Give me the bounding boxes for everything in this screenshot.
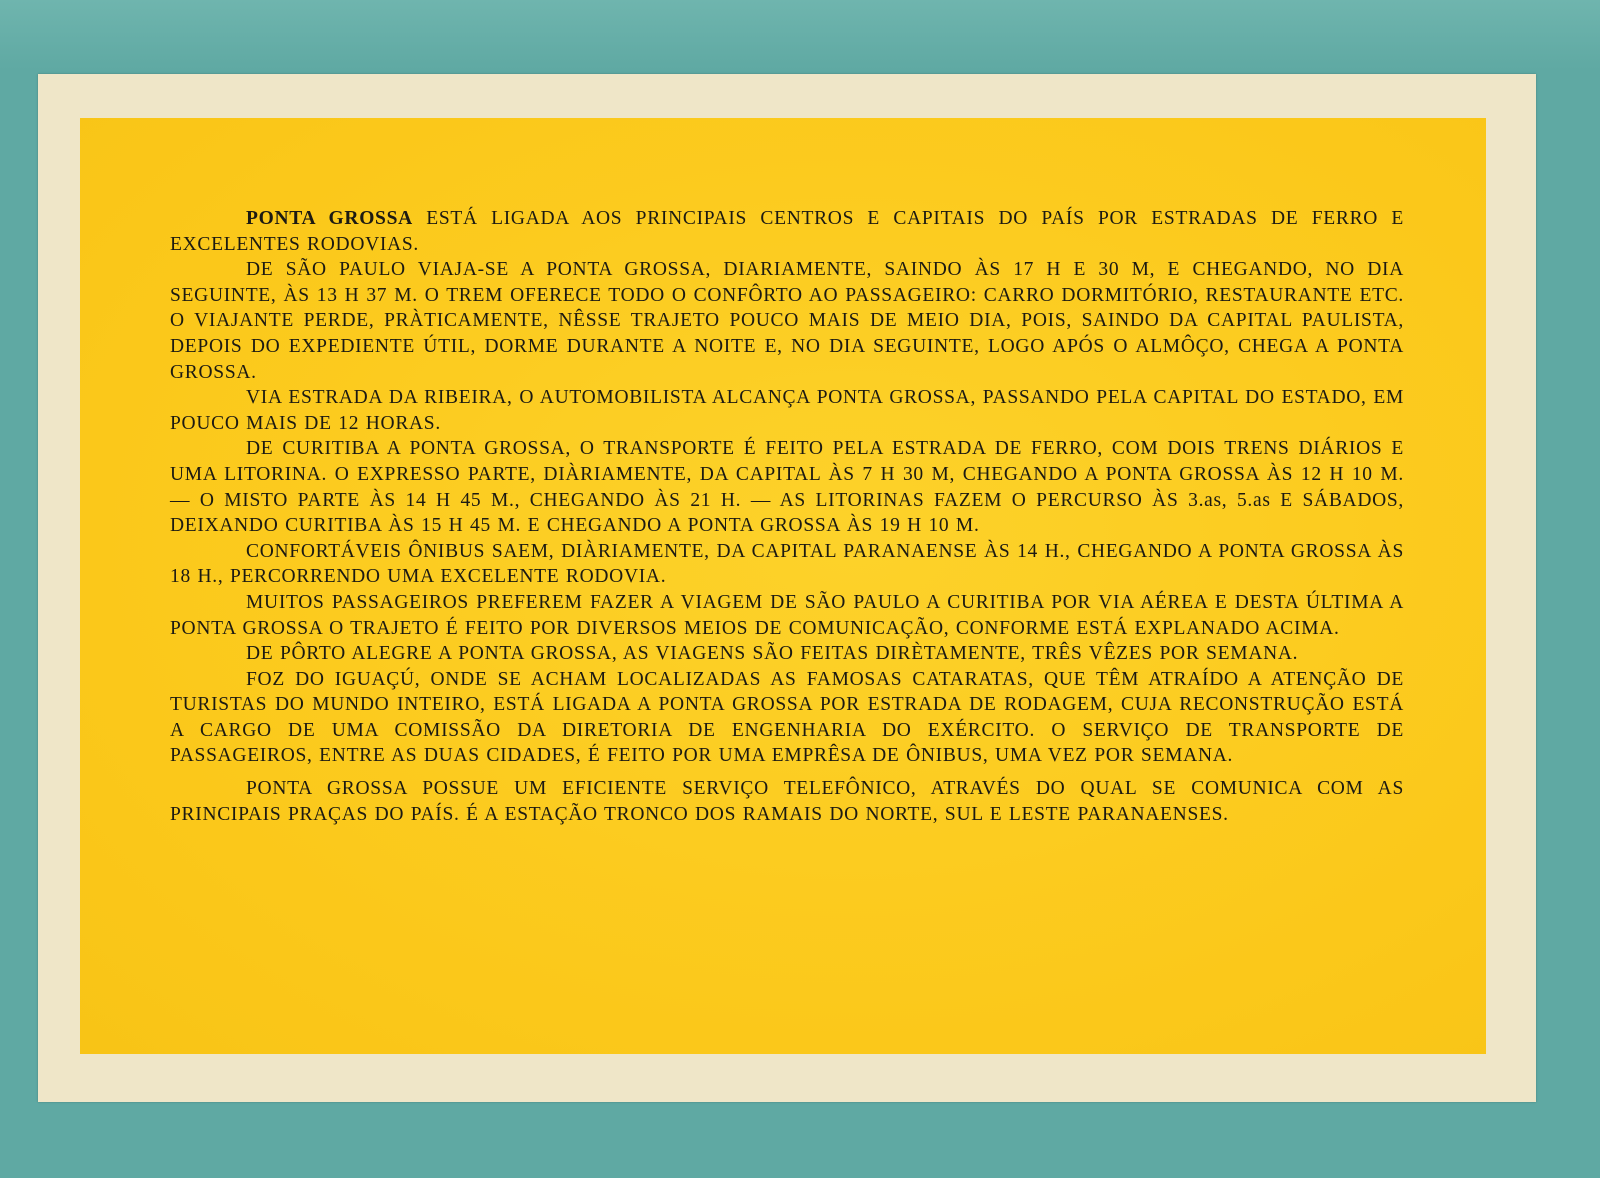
paragraph-ribeira: VIA ESTRADA DA RIBEIRA, O AUTOMOBILISTA ALCANÇA PONTA GROSSA, PASSANDO PELA CAPITAL DO ESTADO, EM POUCO MAIS DE 12 HORAS. xyxy=(170,387,1404,434)
paragraph-sao-paulo: DE SÃO PAULO VIAJA-SE A PONTA GROSSA, DIARIAMENTE, SAINDO ÀS 17 H E 30 M, E CHEGANDO, NO DIA SEGUINTE, ÀS 13 H 37 M. O TREM OFERECE TODO O CONFÔRTO AO PASSAGEIRO: CARRO DORMITÓRIO, RESTAURANTE ETC. O VIAJANTE PERDE, PRÀTICAMENTE, NÊSSE TRAJETO POUCO MAIS DE MEIO DIA, POIS, SAINDO DA CAPITAL PAULISTA, DEPOIS DO EXPEDIENTE ÚTIL, DORME DURANTE A NOITE E, NO DIA SEGUINTE, LOGO APÓS O ALMÔÇO, CHEGA A PONTA GROSSA. xyxy=(170,259,1404,383)
paragraph-foz-do-iguacu: FOZ DO IGUAÇÚ, ONDE SE ACHAM LOCALIZADAS AS FAMOSAS CATARATAS, QUE TÊM ATRAÍDO A ATENÇÃO DE TURISTAS DO MUNDO INTEIRO, ESTÁ LIGADA A PONTA GROSSA POR ESTRADA DE RODAGEM, CUJA RECONSTRUÇÃO ESTÁ A CARGO DE UMA COMISSÃO DA DIRETORIA DE ENGENHARIA DO EXÉRCITO. O SERVIÇO DE TRANSPORTE DE PASSAGEIROS, ENTRE AS DUAS CIDADES, É FEITO POR UMA EMPRÊSA DE ÔNIBUS, UMA VEZ POR SEMANA. xyxy=(170,668,1404,767)
paragraph-lead: PONTA GROSSA xyxy=(246,208,413,229)
yellow-panel xyxy=(80,118,1486,1054)
document-body xyxy=(170,206,1404,827)
paragraph-onibus: CONFORTÁVEIS ÔNIBUS SAEM, DIÀRIAMENTE, DA CAPITAL PARANAENSE ÀS 14 H., CHEGANDO A PONTA GROSSA ÀS 18 H., PERCORRENDO UMA EXCELENTE RODOVIA. xyxy=(170,540,1404,588)
paragraph-telefonico: PONTA GROSSA POSSUE UM EFICIENTE SERVIÇO TELEFÔNICO, ATRAVÉS DO QUAL SE COMUNICA COM AS PRINCIPAIS PRAÇAS DO PAÍS. É A ESTAÇÃO TRONCO DOS RAMAIS DO NORTE, SUL E LESTE PARANAENSES. xyxy=(170,778,1404,825)
paragraph-curitiba-train: DE CURITIBA A PONTA GROSSA, O TRANSPORTE É FEITO PELA ESTRADA DE FERRO, COM DOIS TRENS DIÁRIOS E UMA LITORINA. O EXPRESSO PARTE, DIÀRIAMENTE, DA CAPITAL ÀS 7 H 30 M, CHEGANDO A PONTA GROSSA ÀS 12 H 10 M. — O MISTO PARTE ÀS 14 H 45 M., CHEGANDO ÀS 21 H. — AS LITORINAS FAZEM O PERCURSO ÀS 3.as, 5.as E SÁBADOS, DEIXANDO CURITIBA ÀS 15 H 45 M. E CHEGANDO A PONTA GROSSA ÀS 19 H 10 M. xyxy=(170,438,1404,537)
paragraph-text: ESTÁ LIGADA AOS PRINCIPAIS CENTROS E CAPITAIS DO PAÍS POR ESTRADAS DE FERRO E EXCELENTES RODOVIAS. xyxy=(170,208,1404,255)
paper-sheet xyxy=(38,74,1536,1102)
paragraph-porto-alegre: DE PÔRTO ALEGRE A PONTA GROSSA, AS VIAGENS SÃO FEITAS DIRÈTAMENTE, TRÊS VÊZES POR SEMANA. xyxy=(246,643,1299,665)
backdrop xyxy=(0,0,1600,70)
paragraph-connections xyxy=(170,206,1404,257)
paragraph-via-aerea: MUITOS PASSAGEIROS PREFEREM FAZER A VIAGEM DE SÃO PAULO A CURITIBA POR VIA AÉREA E DESTA ÚLTIMA A PONTA GROSSA O TRAJETO É FEITO POR DIVERSOS MEIOS DE COMUNICAÇÃO, CONFORME ESTÁ EXPLANADO ACIMA. xyxy=(170,591,1404,639)
